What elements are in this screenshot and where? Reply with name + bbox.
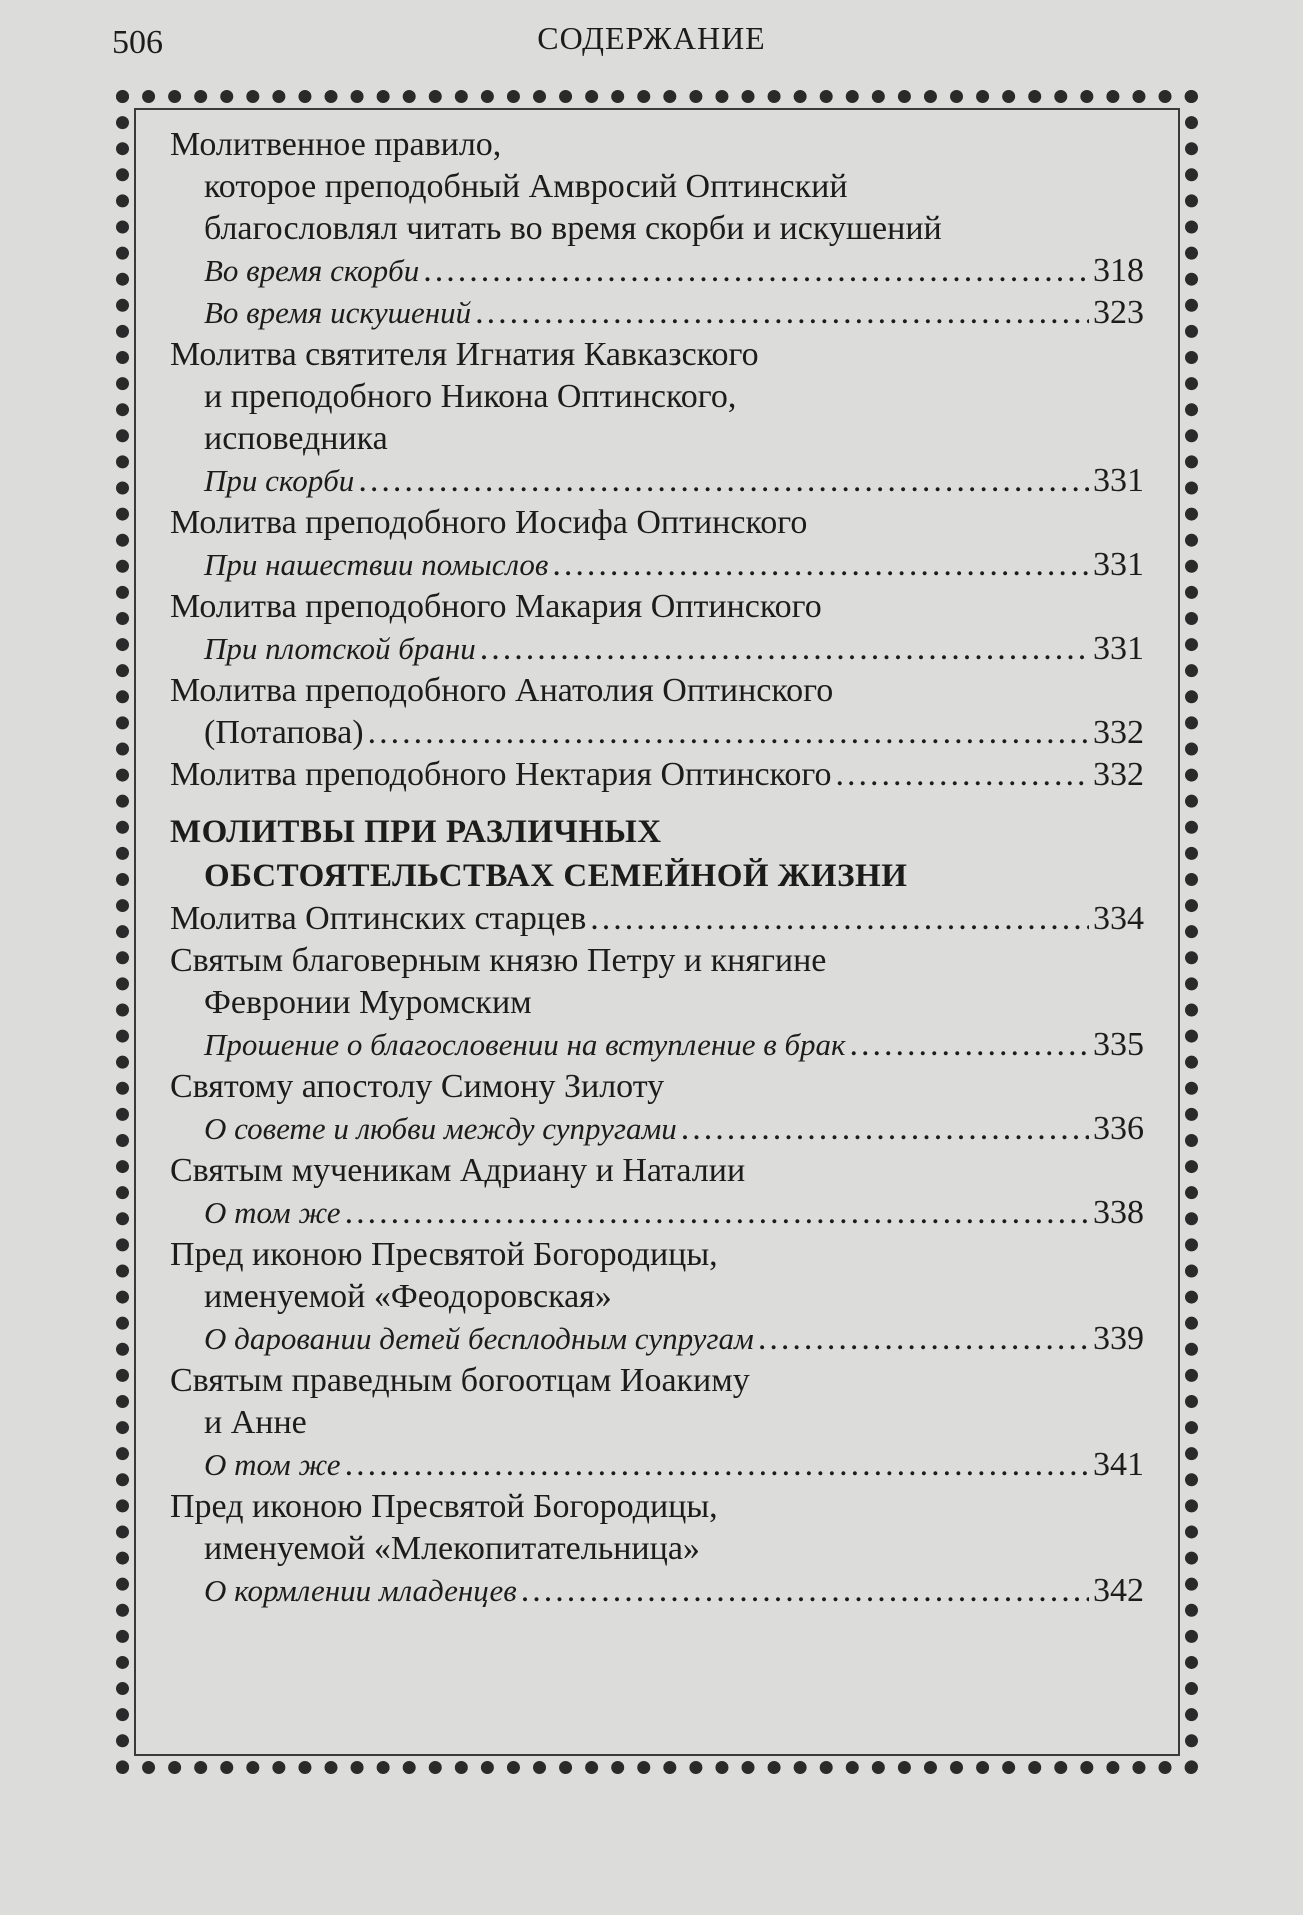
- page-ref: 339: [1093, 1320, 1144, 1357]
- page-ref: 331: [1093, 462, 1144, 499]
- page-ref: 323: [1093, 294, 1144, 331]
- entry-title: Молитва преподобного Нектария Оптинского: [170, 756, 832, 793]
- page-number: 506: [112, 24, 163, 61]
- dot-leader: [368, 712, 1089, 754]
- subentry-label: О даровании детей бесплодным супругам: [204, 1321, 754, 1356]
- dot-leader: [521, 1570, 1089, 1612]
- entry-title: Молитва святителя Игнатия Кавказского: [170, 336, 759, 373]
- toc-entry: [170, 124, 1144, 334]
- toc-entry: [170, 1360, 1144, 1486]
- entry-title: Молитва преподобного Иосифа Оптинского: [170, 504, 808, 541]
- subentry-label: Во время искушений: [204, 295, 472, 330]
- page-ref: 342: [1093, 1572, 1144, 1609]
- table-of-contents: [170, 124, 1144, 1612]
- toc-subentry: [170, 1192, 1144, 1234]
- entry-title-row: [170, 898, 1144, 940]
- toc-entry: [170, 1066, 1144, 1150]
- toc-entry: [170, 670, 1144, 754]
- entry-title: Пред иконою Пресвятой Богородицы,: [170, 1488, 718, 1525]
- section-heading-line: ОБСТОЯТЕЛЬСТВАХ СЕМЕЙНОЙ ЖИЗНИ: [204, 858, 908, 894]
- dot-leader: [480, 628, 1089, 670]
- entry-title-continued: которое преподобный Амвросий Оптинский: [204, 168, 848, 205]
- entry-title: Молитва преподобного Макария Оптинского: [170, 588, 822, 625]
- subentry-label: При скорби: [204, 463, 355, 498]
- dot-leader: [423, 250, 1089, 292]
- entry-title-continued: исповедника: [204, 420, 388, 457]
- entry-title: Святому апостолу Симону Зилоту: [170, 1068, 665, 1105]
- dot-leader: [590, 898, 1089, 940]
- dot-leader: [475, 292, 1089, 334]
- dot-leader: [358, 460, 1089, 502]
- toc-entry: [170, 1150, 1144, 1234]
- entry-title-continued: именуемой «Феодоровская»: [204, 1278, 612, 1315]
- running-title: СОДЕРЖАНИЕ: [537, 20, 766, 56]
- toc-entry: [170, 502, 1144, 586]
- toc-subentry: [170, 1024, 1144, 1066]
- entry-title-row: [170, 754, 1144, 796]
- dot-leader: [758, 1318, 1089, 1360]
- toc-subentry: [170, 1318, 1144, 1360]
- toc-entry: [170, 754, 1144, 796]
- page-ref: 334: [1093, 900, 1144, 937]
- toc-entry: [170, 940, 1144, 1066]
- subentry-label: О совете и любви между супругами: [204, 1111, 677, 1146]
- toc-subentry: [170, 292, 1144, 334]
- entry-title-continued: Февронии Муромским: [204, 984, 532, 1021]
- page-ref: 335: [1093, 1026, 1144, 1063]
- subentry-label: О том же: [204, 1447, 341, 1482]
- page-ref: 341: [1093, 1446, 1144, 1483]
- subentry-label: О кормлении младенцев: [204, 1573, 517, 1608]
- toc-entry: [170, 586, 1144, 670]
- section-heading: [170, 810, 1144, 898]
- subentry-label: Во время скорби: [204, 253, 420, 288]
- toc-subentry: [170, 628, 1144, 670]
- dot-leader: [681, 1108, 1089, 1150]
- entry-title: Молитва преподобного Анатолия Оптинского: [170, 672, 834, 709]
- page-ref: 318: [1093, 252, 1144, 289]
- entry-title-continued: и Анне: [204, 1404, 307, 1441]
- entry-title-continued: (Потапова): [204, 714, 364, 751]
- subentry-label: О том же: [204, 1195, 341, 1230]
- page-ref: 331: [1093, 546, 1144, 583]
- entry-title: Молитва Оптинских старцев: [170, 900, 587, 937]
- entry-title: Пред иконою Пресвятой Богородицы,: [170, 1236, 718, 1273]
- subentry-label: Прошение о благословении на вступление в брак: [204, 1027, 846, 1062]
- toc-subentry: [170, 460, 1144, 502]
- page-ref: 332: [1093, 714, 1144, 751]
- toc-entry: [170, 898, 1144, 940]
- dot-leader: [345, 1192, 1089, 1234]
- dot-leader: [552, 544, 1089, 586]
- page-ref: 338: [1093, 1194, 1144, 1231]
- toc-subentry: [170, 250, 1144, 292]
- page-ref: 336: [1093, 1110, 1144, 1147]
- entry-title: Святым праведным богоотцам Иоакиму: [170, 1362, 750, 1399]
- section-heading-line: МОЛИТВЫ ПРИ РАЗЛИЧНЫХ: [170, 814, 662, 850]
- toc-subentry: [170, 544, 1144, 586]
- toc-subentry: [170, 1570, 1144, 1612]
- subentry-label: При нашествии помыслов: [204, 547, 549, 582]
- page-ref: 332: [1093, 756, 1144, 793]
- entry-title-continued: благословлял читать во время скорби и искушений: [204, 210, 942, 247]
- dot-leader: [850, 1024, 1089, 1066]
- entry-title: Святым благоверным князю Петру и княгине: [170, 942, 827, 979]
- entry-title-row: [170, 712, 1144, 754]
- subentry-label: При плотской брани: [204, 631, 476, 666]
- entry-title-continued: и преподобного Никона Оптинского,: [204, 378, 737, 415]
- toc-entry: [170, 1486, 1144, 1612]
- dot-leader: [835, 754, 1089, 796]
- toc-subentry: [170, 1108, 1144, 1150]
- page-ref: 331: [1093, 630, 1144, 667]
- entry-title: Святым мученикам Адриану и Наталии: [170, 1152, 746, 1189]
- toc-entry: [170, 334, 1144, 502]
- toc-entry: [170, 1234, 1144, 1360]
- entry-title: Молитвенное правило,: [170, 126, 502, 163]
- dot-leader: [345, 1444, 1089, 1486]
- toc-subentry: [170, 1444, 1144, 1486]
- entry-title-continued: именуемой «Млекопитательница»: [204, 1530, 700, 1567]
